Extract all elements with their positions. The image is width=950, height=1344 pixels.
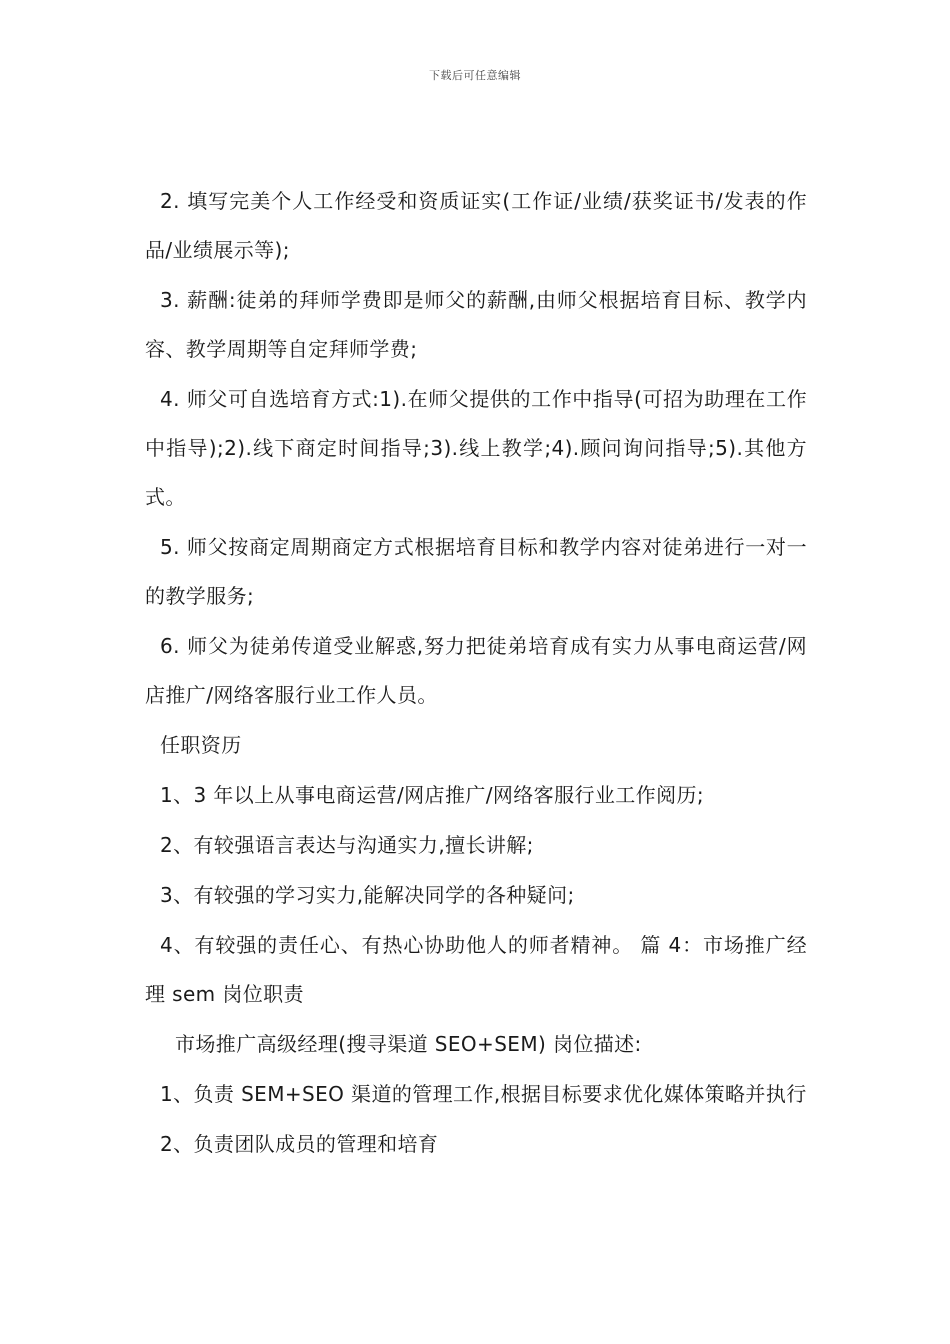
job-duty-item-1: 1、负责 SEM+SEO 渠道的管理工作,根据目标要求优化媒体策略并执行 <box>160 1082 807 1106</box>
qualification-item-4: 4、有较强的责任心、有热心协助他人的师者精神。 篇 4：市场推广经理 sem 岗位职责 <box>145 933 807 1006</box>
paragraph-requirement-2: 2. 填写完美个人工作经受和资质证实(工作证/业绩/获奖证书/发表的作品/业绩展示等); <box>145 189 807 262</box>
qualification-item-2: 2、有较强语言表达与沟通实力,擅长讲解; <box>160 833 534 857</box>
job-description-heading: 市场推广高级经理(搜寻渠道 SEO+SEM) 岗位描述: <box>175 1032 642 1056</box>
qualification-item-1: 1、3 年以上从事电商运营/网店推广/网络客服行业工作阅历; <box>160 783 705 807</box>
paragraph-mentor-goal: 6. 师父为徒弟传道受业解惑,努力把徒弟培育成有实力从事电商运营/网店推广/网络客服行业工作人员。 <box>145 634 807 707</box>
section-heading-qualifications: 任职资历 <box>160 733 242 757</box>
qualification-item-3: 3、有较强的学习实力,能解决同学的各种疑问; <box>160 883 575 907</box>
paragraph-teaching-service: 5. 师父按商定周期商定方式根据培育目标和教学内容对徒弟进行一对一的教学服务; <box>145 535 807 608</box>
paragraph-salary: 3. 薪酬:徒弟的拜师学费即是师父的薪酬,由师父根据培育目标、教学内容、教学周期等自定拜师学费; <box>145 288 807 361</box>
document-body <box>145 177 807 1170</box>
job-duty-item-2: 2、负责团队成员的管理和培育 <box>160 1132 439 1156</box>
page-header-note: 下载后可任意编辑 <box>429 69 521 82</box>
paragraph-training-methods: 4. 师父可自选培育方式:1).在师父提供的工作中指导(可招为助理在工作中指导);2).线下商定时间指导;3).线上教学;4).顾问询问指导;5).其他方式。 <box>145 387 807 509</box>
